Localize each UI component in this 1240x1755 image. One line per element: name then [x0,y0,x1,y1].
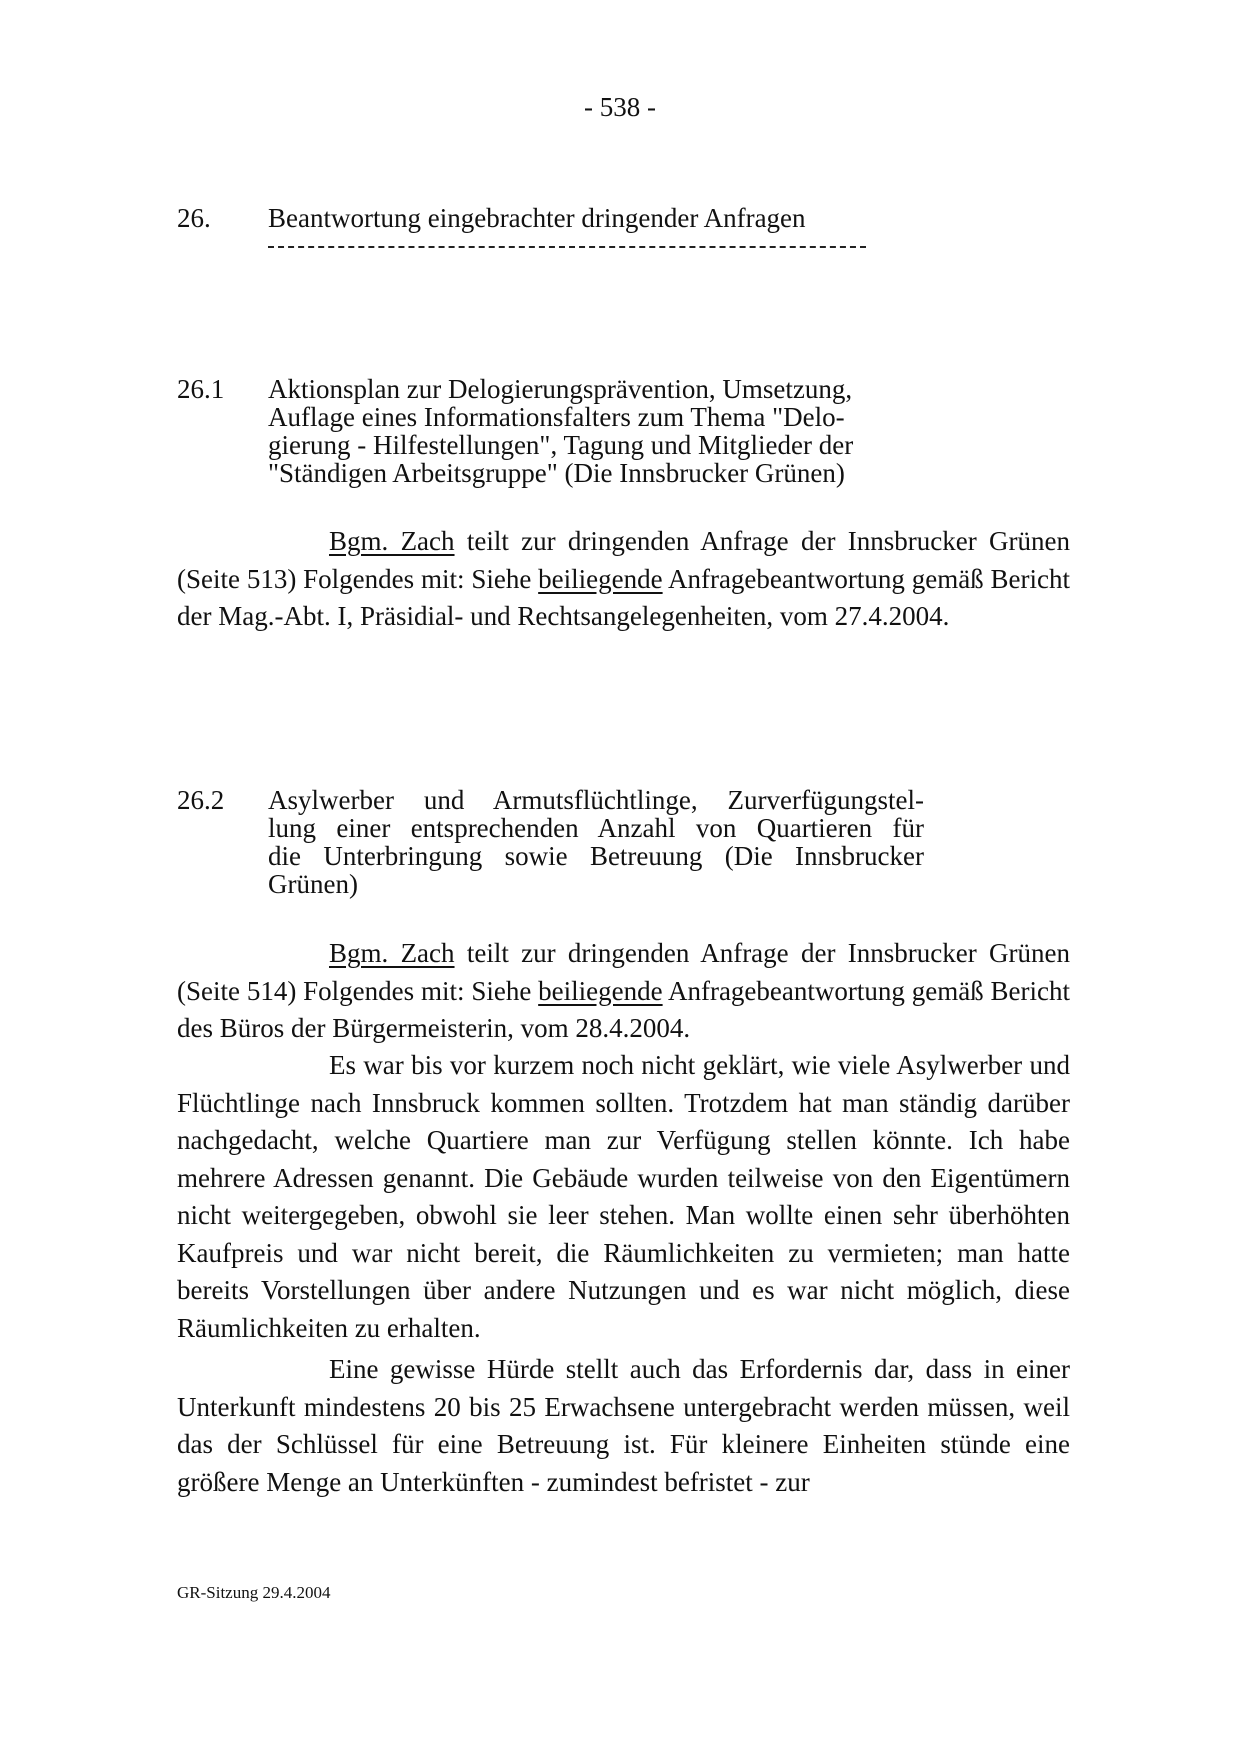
page-number: - 538 - [584,92,656,122]
answer-paragraph [177,935,1070,1048]
footer-session-date: GR-Sitzung 29.4.2004 [177,1583,331,1602]
section-number: 26. [177,203,211,233]
item-title [268,375,928,487]
paragraph-text: Eine gewisse Hürde stellt auch das Erfordernis dar, dass in einer Unterkunft mindestens 20 bis 25 Erwachsene untergebracht werden müssen, weil das der Schlüssel für eine Betreuung ist. Für kleinere Einheiten stünde eine größere Menge an Unterkünften - zumindest befristet - zur [177,1354,1070,1497]
speaker-name: Bgm. Zach [329,938,455,968]
section-title-rule [268,246,866,248]
item-title-line: Aktionsplan zur Delogierungsprävention, Umsetzung, [268,374,853,404]
answer-text: Anfragebeantwortung gemäß Bericht der Mag.-Abt. I, Präsidial- und Rechtsangelegenheiten, vom 27.4.2004. [177,563,1070,631]
paragraph-text: Es war bis vor kurzem noch nicht geklärt, wie viele Asylwerber und Flüchtlinge nach Innsbruck kommen sollten. Trotzdem hat man ständig darüber nachgedacht, welche Quartiere man zur Verfügung stellen könnte. Ich habe mehrere Adressen genannt. Die Gebäude wurden teilweise von den Eigentümern nicht weitergegeben, obwohl sie leer stehen. Man wollte einen sehr überhöhten Kaufpreis und war nicht bereit, die Räumlichkeiten zu vermieten; man hatte bereits Vorstellungen über andere Nutzungen und es war nicht möglich, diese Räumlichkeiten zu erhalten. [177,1050,1070,1343]
attachment-link[interactable]: beiliegende [538,563,663,594]
item-title-line: Grünen) [268,869,358,899]
body-paragraph [177,1351,1070,1501]
item-title-line: Auflage eines Informationsfalters zum Thema "Delo- [268,402,845,432]
item-number: 26.1 [177,374,225,404]
item-title [268,786,924,898]
item-title-line: gierung - Hilfestellungen", Tagung und Mitglieder der [268,430,854,460]
answer-text: teilt zur dringenden Anfrage der Innsbrucker Grünen (Seite 514) Folgendes mit: Siehe [177,938,1070,1006]
item-title-line: die Unterbringung sowie Betreuung (Die Innsbrucker [268,841,924,871]
answer-text: teilt zur dringenden Anfrage der Innsbrucker Grünen (Seite 513) Folgendes mit: Siehe [177,526,1070,594]
item-title-line: Asylwerber und Armutsflüchtlinge, Zurverfügungstel- [268,785,924,815]
attachment-link[interactable]: beiliegende [538,975,663,1006]
item-number: 26.2 [177,785,225,815]
item-title-line: lung einer entsprechenden Anzahl von Quartieren für [268,813,924,843]
answer-text: Anfragebeantwortung gemäß Bericht des Büros der Bürgermeisterin, vom 28.4.2004. [177,975,1070,1043]
answer-paragraph [177,523,1070,636]
speaker-name: Bgm. Zach [329,526,455,556]
body-paragraph [177,1047,1070,1347]
section-title: Beantwortung eingebrachter dringender Anfragen [268,203,806,233]
item-title-line: "Ständigen Arbeitsgruppe" (Die Innsbrucker Grünen) [268,458,845,488]
